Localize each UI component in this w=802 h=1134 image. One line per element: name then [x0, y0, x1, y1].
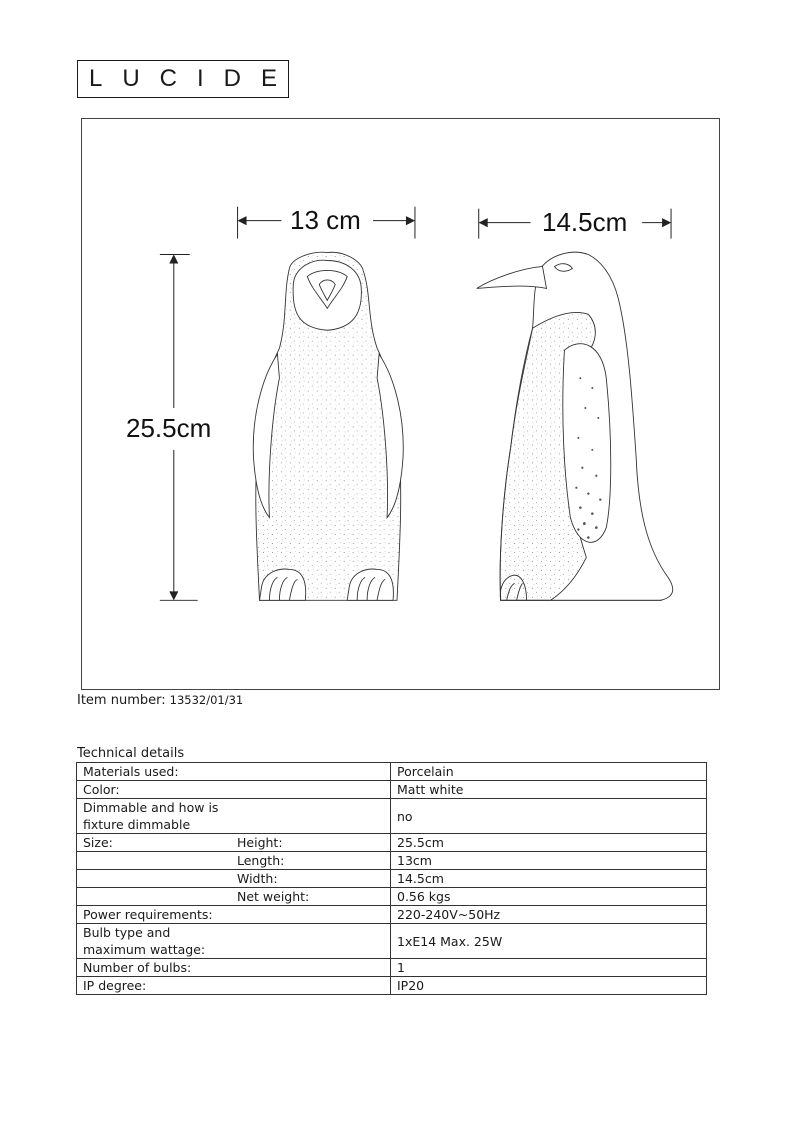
- spec-value: 14.5cm: [391, 870, 707, 888]
- spec-value: no: [391, 799, 707, 834]
- spec-sublabel: [237, 959, 390, 976]
- spec-label-cell: [77, 870, 391, 888]
- item-number: [77, 693, 243, 708]
- spec-label: Materials used:: [83, 764, 179, 779]
- item-number-label: Item number:: [77, 693, 166, 708]
- brand-logo-text: LUCIDE: [88, 65, 298, 92]
- spec-sublabel: [237, 906, 390, 923]
- spec-sublabel: Net weight:: [237, 889, 310, 904]
- spec-value: 220-240V~50Hz: [391, 906, 707, 924]
- spec-row: [77, 888, 707, 906]
- spec-label: Color:: [83, 782, 120, 797]
- penguin-front-view: [253, 252, 403, 600]
- spec-sublabel: [237, 781, 390, 798]
- spec-value: 0.56 kgs: [391, 888, 707, 906]
- spec-row: [77, 852, 707, 870]
- spec-value: Matt white: [391, 781, 707, 799]
- spec-row: [77, 781, 707, 799]
- brand-logo: [77, 60, 298, 98]
- spec-label-cell: [77, 888, 391, 906]
- spec-label: IP degree:: [83, 978, 147, 993]
- height-dimension-label: 25.5cm: [126, 413, 212, 443]
- penguin-side-view: [477, 252, 673, 600]
- spec-label-cell: [77, 959, 391, 977]
- spec-label-cell: [77, 781, 391, 799]
- spec-label-cell: [77, 763, 391, 781]
- spec-label-cell: [77, 799, 391, 834]
- spec-label: [83, 870, 237, 887]
- technical-details-table: [76, 762, 707, 995]
- spec-row: [77, 763, 707, 781]
- width-dimension-label: 13 cm: [290, 205, 361, 235]
- spec-label: Power requirements:: [83, 907, 213, 922]
- spec-value: Porcelain: [391, 763, 707, 781]
- spec-row: [77, 906, 707, 924]
- spec-sublabel: [237, 977, 390, 994]
- spec-sublabel: Height:: [237, 835, 283, 850]
- spec-sublabel: [237, 924, 390, 958]
- spec-label-cell: [77, 834, 391, 852]
- spec-row: [77, 834, 707, 852]
- spec-value: 13cm: [391, 852, 707, 870]
- spec-label-cell: [77, 924, 391, 959]
- spec-row: [77, 799, 707, 834]
- spec-label: Number of bulbs:: [83, 960, 192, 975]
- spec-sublabel: [237, 799, 390, 833]
- depth-dimension-label: 14.5cm: [542, 207, 628, 237]
- spec-label: Dimmable and how is fixture dimmable: [83, 800, 219, 832]
- item-number-value: 13532/01/31: [169, 693, 244, 707]
- technical-details-title: Technical details: [77, 746, 185, 761]
- spec-value: 25.5cm: [391, 834, 707, 852]
- spec-sublabel: Width:: [237, 871, 278, 886]
- penguin-drawing-svg: [82, 119, 719, 689]
- product-drawing: [81, 118, 720, 690]
- spec-row: [77, 959, 707, 977]
- spec-label-cell: [77, 977, 391, 995]
- spec-label: Bulb type and maximum wattage:: [83, 925, 206, 957]
- spec-row: [77, 924, 707, 959]
- spec-value: 1xE14 Max. 25W: [391, 924, 707, 959]
- spec-value: 1: [391, 959, 707, 977]
- spec-label: [83, 888, 237, 905]
- spec-sublabel: Length:: [237, 853, 285, 868]
- spec-label-cell: [77, 852, 391, 870]
- spec-label-cell: [77, 906, 391, 924]
- spec-row: [77, 977, 707, 995]
- spec-value: IP20: [391, 977, 707, 995]
- spec-row: [77, 870, 707, 888]
- spec-label: [83, 852, 237, 869]
- spec-label: Size:: [83, 835, 113, 850]
- spec-sublabel: [237, 763, 390, 780]
